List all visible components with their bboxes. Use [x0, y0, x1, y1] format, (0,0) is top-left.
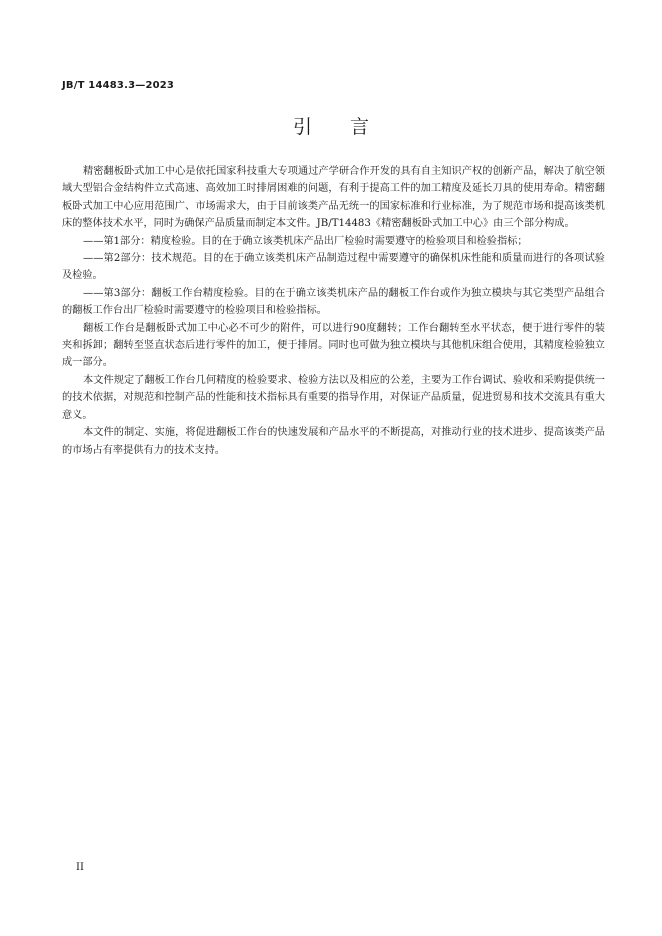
introduction-body [62, 163, 605, 459]
paragraph: 本文件规定了翻板工作台几何精度的检验要求、检验方法以及相应的公差，主要为工作台调试、验收和采购提供统一的技术依据，对规范和控制产品的性能和技术指标具有重要的指导作用，对保证产品质量，促进贸易和技术交流具有重大意义。 [62, 374, 605, 421]
page-number: II [76, 862, 84, 873]
standard-number: JB/T 14483.3—2023 [62, 80, 175, 91]
paragraph: 翻板工作台是翻板卧式加工中心必不可少的附件，可以进行90度翻转；工作台翻转至水平状态，便于进行零件的装夹和拆卸；翻转至竖直状态后进行零件的加工，便于排屑。同时也可做为独立模块与其他机床组合使用，其精度检验独立成一部分。 [62, 322, 605, 369]
page-title: 引言 [292, 116, 407, 138]
paragraph: 精密翻板卧式加工中心是依托国家科技重大专项通过产学研合作开发的具有自主知识产权的创新产品，解决了航空领域大型铝合金结构件立式高速、高效加工时排屑困难的问题，有利于提高工件的加工精度及延长刀具的使用寿命。精密翻板卧式加工中心应用范围广、市场需求大，由于目前该类产品无统一的国家标准和行业标准，为了规范市场和提高该类机床的整体技术水平，同时为确保产品质量而制定本文件。JB/T14483《精密翻板卧式加工中心》由三个部分构成。 [62, 166, 605, 230]
paragraph: ——第2部分：技术规范。目的在于确立该类机床产品制造过程中需要遵守的确保机床性能和质量而进行的各项试验及检验。 [62, 253, 605, 282]
paragraph: ——第1部分：精度检验。目的在于确立该类机床产品出厂检验时需要遵守的检验项目和检验指标； [83, 235, 528, 247]
paragraph: 本文件的制定、实施，将促进翻板工作台的快速发展和产品水平的不断提高，对推动行业的技术进步、提高该类产品的市场占有率提供有力的技术支持。 [62, 427, 605, 456]
paragraph: ——第3部分：翻板工作台精度检验。目的在于确立该类机床产品的翻板工作台或作为独立模块与其它类型产品组合的翻板工作台出厂检验时需要遵守的检验项目和检验指标。 [62, 287, 605, 317]
